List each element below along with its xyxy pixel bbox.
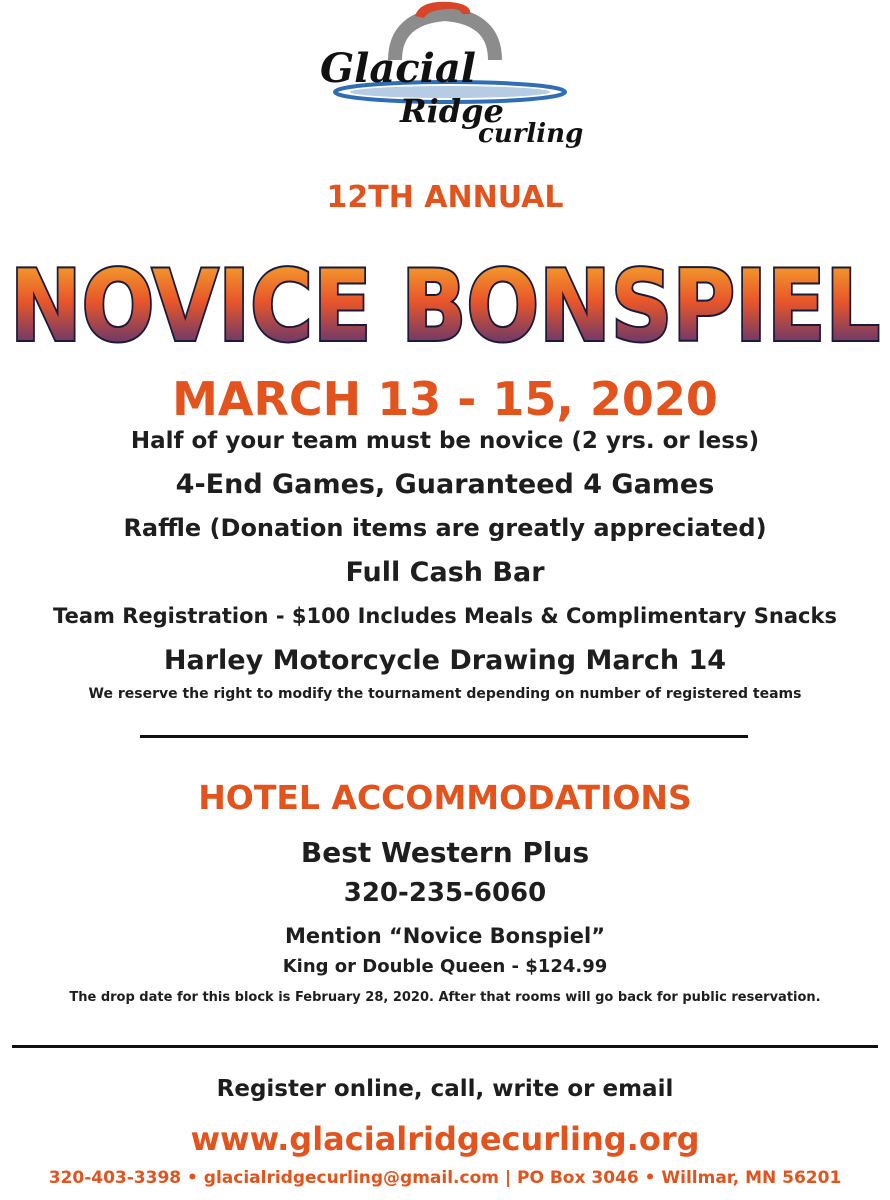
- hotel-phone: 320-235-6060: [343, 878, 547, 908]
- detail-line: 4-End Games, Guaranteed 4 Games: [175, 469, 715, 500]
- disclaimer: We reserve the right to modify the tournament depending on number of registered teams: [88, 686, 802, 702]
- contact-line: 320-403-3398 • glacialridgecurling@gmail.com | PO Box 3046 • Willmar, MN 56201: [48, 1168, 842, 1188]
- hotel-name: Best Western Plus: [300, 836, 590, 869]
- register-prompt: Register online, call, write or email: [216, 1076, 674, 1102]
- event-title-text: NOVICE BONSPIEL: [10, 250, 880, 364]
- detail-line: Raffle (Donation items are greatly appreciated): [123, 514, 767, 542]
- logo-text-glacial: Glacial: [320, 45, 476, 92]
- detail-line: Full Cash Bar: [345, 557, 545, 588]
- glacial-ridge-curling-logo: [300, 0, 590, 160]
- hotel-drop-note: The drop date for this block is February 28, 2020. After that rooms will go back for public reservation.: [69, 990, 821, 1005]
- logo-text-curling: curling: [478, 119, 584, 149]
- hotel-mention: Mention “Novice Bonspiel”: [284, 924, 606, 948]
- event-title: [0, 240, 890, 370]
- curling-stone-icon: [300, 0, 590, 160]
- hotel-rate: King or Double Queen - $124.99: [282, 956, 608, 977]
- detail-line: Half of your team must be novice (2 yrs. or less): [130, 428, 760, 454]
- website-container: [0, 1120, 890, 1158]
- website-link[interactable]: www.glacialridgecurling.org: [190, 1120, 700, 1158]
- hotel-heading: HOTEL ACCOMMODATIONS: [198, 778, 692, 817]
- annual-label: 12TH ANNUAL: [326, 180, 564, 215]
- detail-line: Harley Motorcycle Drawing March 14: [163, 645, 727, 676]
- divider: [140, 735, 748, 738]
- divider: [12, 1045, 878, 1048]
- event-dates: MARCH 13 - 15, 2020: [172, 372, 718, 426]
- detail-line: Team Registration - $100 Includes Meals & Complimentary Snacks: [53, 604, 837, 628]
- logo-text-ridge: Ridge: [400, 92, 504, 130]
